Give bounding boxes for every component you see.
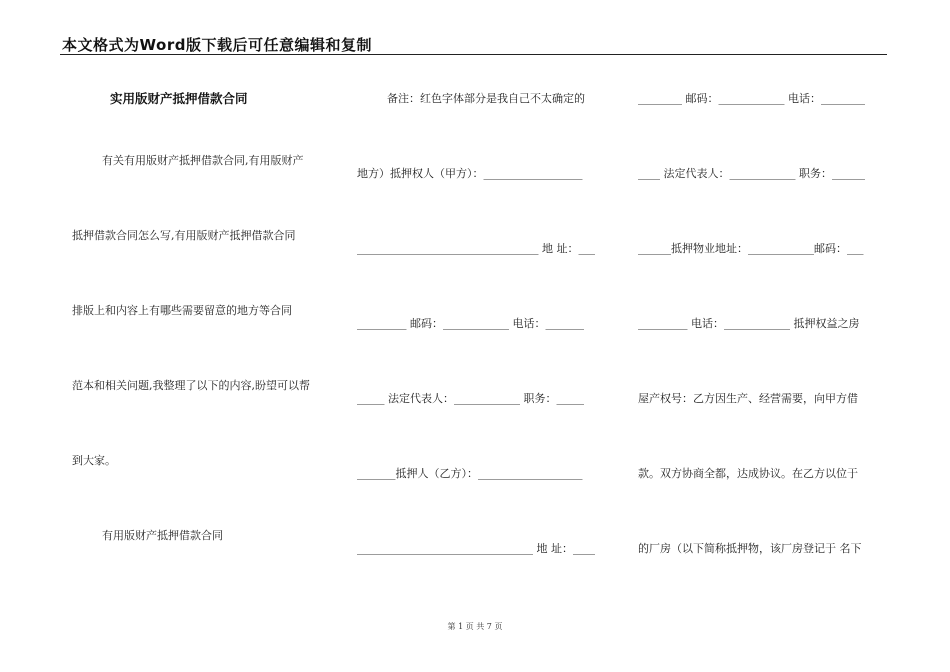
form-line: _________________________________ 地 址：___ — [357, 242, 595, 255]
form-line: ______抵押物业地址：____________邮码：___ — [638, 242, 864, 255]
form-line: _________ 邮码：____________ 电话：_______ — [357, 317, 584, 330]
form-line: _________ 电话：____________ 抵押权益之房 — [638, 317, 860, 330]
form-line: ________________________________ 地 址：____ — [357, 542, 595, 555]
header-divider — [60, 54, 887, 55]
body-line: 备注：红色字体部分是我自己不太确定的 — [387, 92, 585, 105]
body-line: 到大家。 — [72, 454, 116, 467]
form-line: _______抵押人（乙方）：___________________ — [357, 467, 583, 480]
body-line: 抵押借款合同怎么写,有用版财产抵押借款合同 — [72, 229, 296, 242]
document-title: 实用版财产抵押借款合同 — [110, 91, 248, 106]
body-line: 有关有用版财产抵押借款合同,有用版财产 — [102, 154, 304, 167]
page-number-footer: 第 1 页 共 7 页 — [447, 622, 503, 631]
document-header-title: 本文格式为Word版下载后可任意编辑和复制 — [62, 36, 372, 54]
form-line: ________ 邮码：____________ 电话：________ — [638, 92, 865, 105]
body-line: 的厂房（以下简称抵押物，该厂房登记于 名下 — [638, 542, 862, 555]
form-line: _____ 法定代表人：____________ 职务：_____ — [357, 392, 584, 405]
section-heading: 有用版财产抵押借款合同 — [102, 529, 223, 542]
body-line: 范本和相关问题,我整理了以下的内容,盼望可以帮 — [72, 379, 310, 392]
body-line: 排版上和内容上有哪些需要留意的地方等合同 — [72, 304, 292, 317]
body-line: 屋产权号：乙方因生产、经营需要，向甲方借 — [638, 392, 858, 405]
form-line: 地方）抵押权人（甲方）：__________________ — [357, 167, 583, 180]
form-line: ____ 法定代表人：____________ 职务：______ — [638, 167, 865, 180]
body-line: 款。双方协商全都，达成协议。在乙方以位于 — [638, 467, 858, 480]
